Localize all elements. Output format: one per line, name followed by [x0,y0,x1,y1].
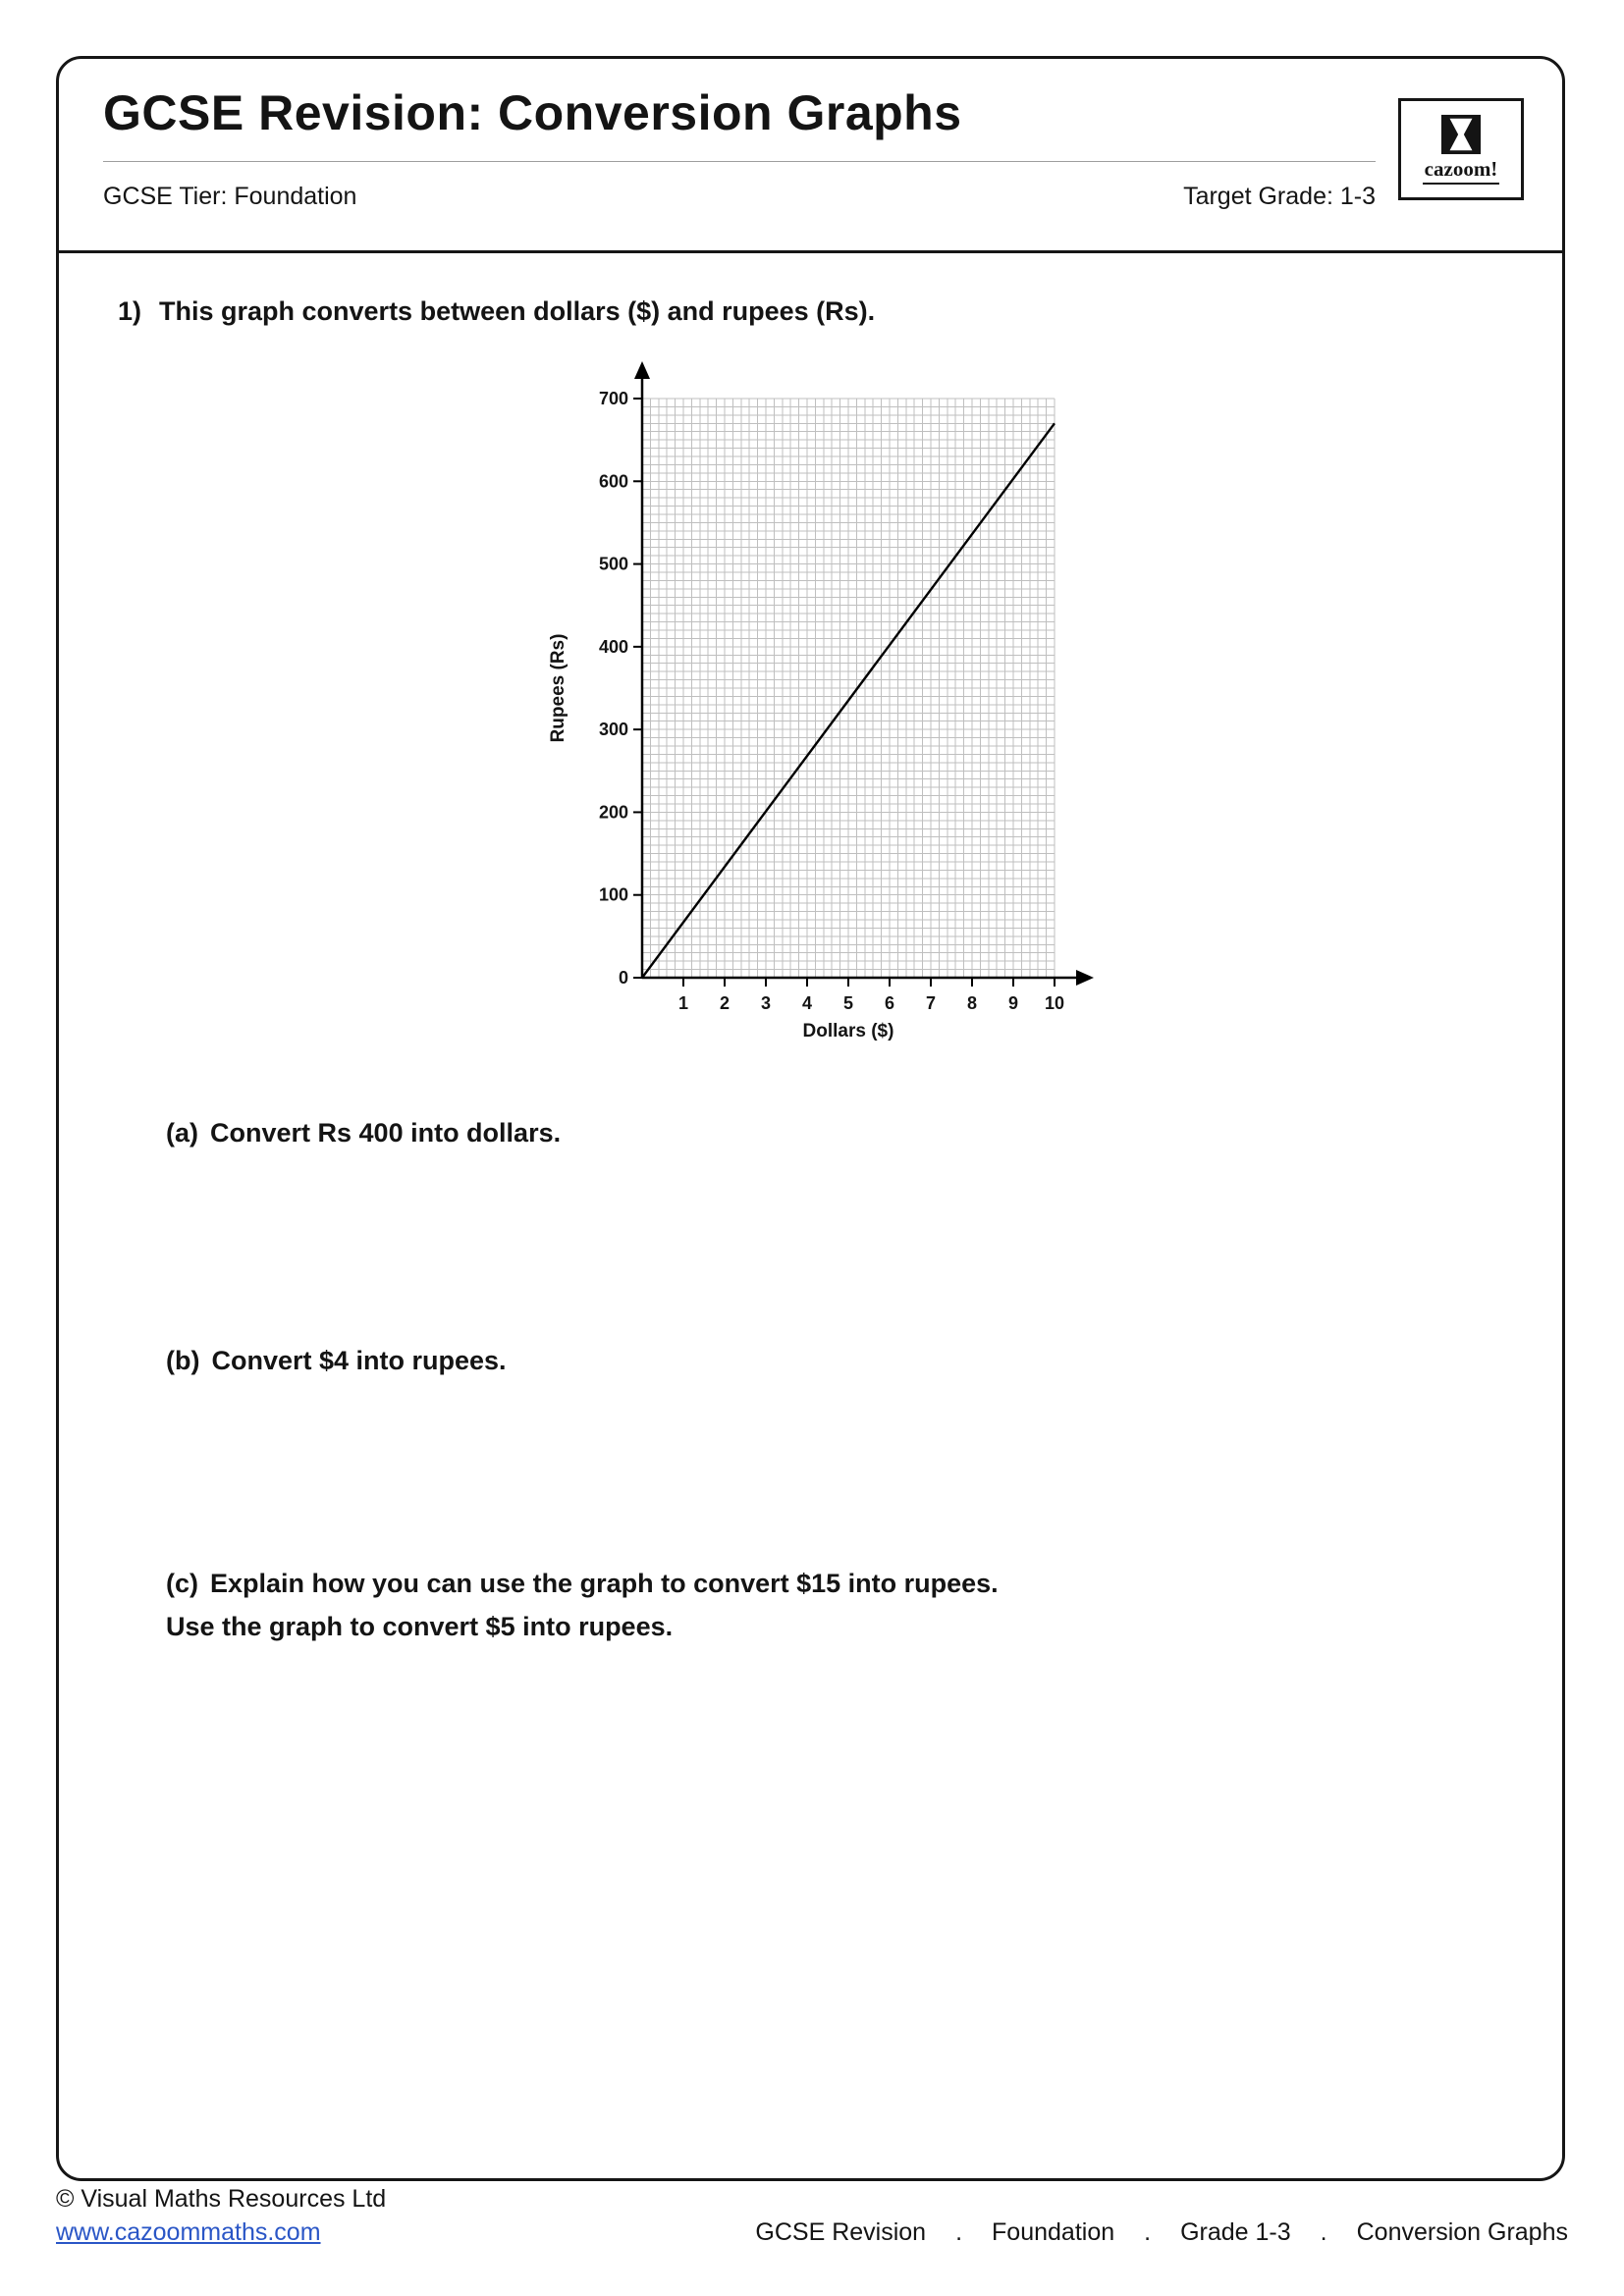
title-underline-rule [103,161,1376,162]
svg-text:8: 8 [966,993,978,1013]
conversion-graph [524,354,1133,1061]
svg-text:6: 6 [884,993,895,1013]
svg-text:Rupees (Rs): Rupees (Rs) [548,633,568,743]
svg-text:500: 500 [598,554,628,574]
svg-text:1: 1 [677,993,689,1013]
part-a-label: (a) [166,1118,198,1148]
svg-text:3: 3 [760,993,772,1013]
footer-dot: . [955,2218,963,2246]
part-a-text: Convert Rs 400 into dollars. [210,1118,562,1148]
target-grade-label: Target Grade: 1-3 [1183,183,1376,210]
website-link[interactable]: www.cazoommaths.com [56,2218,321,2246]
footer-item-grade: Grade 1-3 [1180,2218,1291,2246]
svg-text:700: 700 [598,389,628,408]
footer-dot: . [1320,2218,1327,2246]
page-title: GCSE Revision: Conversion Graphs [103,85,962,140]
cazoom-logo-text: cazoom! [1423,157,1500,185]
worksheet-border [56,56,1565,2181]
part-c-label: (c) [166,1569,198,1598]
svg-text:200: 200 [598,802,628,823]
svg-text:300: 300 [598,720,628,740]
question-text: This graph converts between dollars ($) and rupees (Rs). [159,296,876,326]
svg-text:7: 7 [925,993,937,1013]
cazoom-logo [1398,98,1524,200]
question-part-b [166,1340,1383,1383]
header-separator [59,250,1562,253]
footer-breadcrumb [755,2218,1568,2247]
question-1 [118,296,875,327]
svg-text:9: 9 [1007,993,1019,1013]
svg-text:600: 600 [598,471,628,492]
footer-item-topic: Conversion Graphs [1356,2218,1568,2246]
footer-item-tier: Foundation [992,2218,1115,2246]
cazoom-logo-icon [1440,114,1482,155]
tier-label: GCSE Tier: Foundation [103,183,357,210]
copyright-text: © Visual Maths Resources Ltd [56,2185,387,2213]
question-part-c [166,1563,1383,1648]
svg-text:2: 2 [719,993,731,1013]
svg-text:400: 400 [598,636,628,657]
svg-text:Dollars ($): Dollars ($) [802,1021,894,1041]
svg-text:10: 10 [1044,993,1065,1013]
part-b-text: Convert $4 into rupees. [211,1346,507,1375]
question-part-a [166,1112,1383,1155]
part-c-text: Explain how you can use the graph to convert $15 into rupees. [210,1569,999,1598]
svg-text:100: 100 [598,884,628,905]
question-number: 1) [118,296,142,326]
part-c-text-line2: Use the graph to convert $5 into rupees. [166,1611,674,1641]
footer-dot: . [1144,2218,1152,2246]
svg-text:5: 5 [842,993,854,1013]
svg-text:0: 0 [618,968,628,988]
part-b-label: (b) [166,1346,200,1375]
svg-text:4: 4 [801,993,813,1013]
footer-item-revision: GCSE Revision [755,2218,927,2246]
